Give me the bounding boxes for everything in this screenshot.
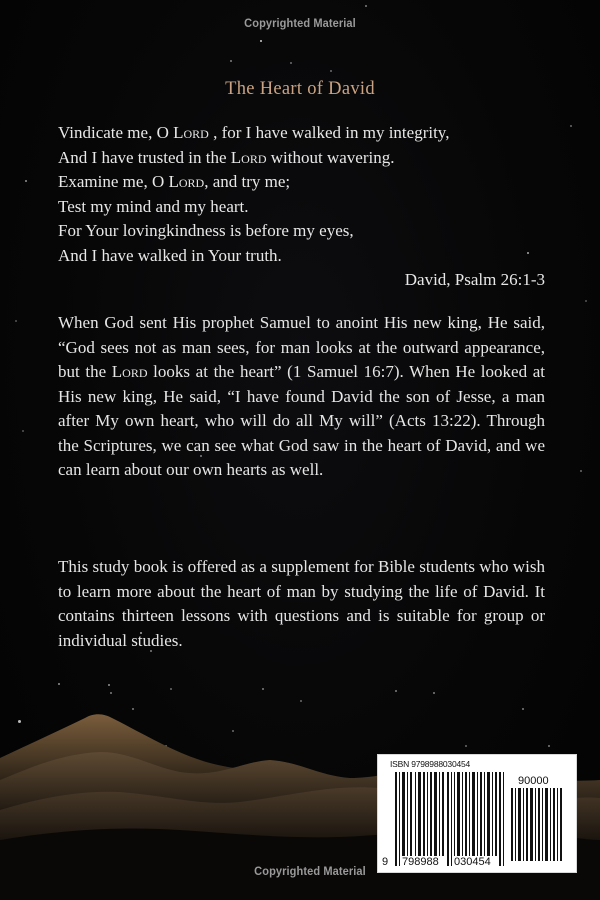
price-barcode-bars xyxy=(511,788,563,861)
barcode-digits-right: 030454 xyxy=(454,856,491,868)
poem-line: Examine me, O Lord, and try me; xyxy=(58,172,291,191)
page-title: The Heart of David xyxy=(225,79,375,99)
poem-line: And I have walked in Your truth. xyxy=(58,245,282,265)
barcode-digits-left: 798988 xyxy=(402,856,439,868)
barcode-digit-first: 9 xyxy=(382,856,389,868)
poem-line: Vindicate me, O Lord , for I have walked in my integrity, xyxy=(58,123,450,142)
ean-barcode-bars xyxy=(395,772,505,866)
copyright-watermark-bottom: Copyrighted Material xyxy=(254,864,366,878)
poem-line: Test my mind and my heart. xyxy=(58,196,249,216)
description-paragraph-2: This study book is offered as a supplement for Bible students who wish to learn more about the heart of man by studying the life of David. It contains thirteen lessons with questions and is suitable for group or individual studies. xyxy=(58,557,545,650)
poem-line: And I have trusted in the Lord without wavering. xyxy=(58,147,395,167)
price-code-label: 90000 xyxy=(518,775,549,787)
description-paragraph-1: When God sent His prophet Samuel to anoint His new king, He said, “God sees not as man sees, for man looks at the outward appearance, but the Lord looks at the heart” (1 Samuel 16:7). When He looked at His new king, He said, “I have found David the son of Jesse, a man after My own heart, who will do all My will” (Acts 13:22). Through the Scriptures, we can see what God saw in the heart of David, and we can learn about our own hearts as well. xyxy=(58,313,545,479)
epigraph-poem xyxy=(58,121,545,293)
poem-line: For Your lovingkindness is before my eyes, xyxy=(58,221,354,240)
copyright-watermark-top: Copyrighted Material xyxy=(244,16,356,30)
isbn-label: ISBN 9798988030454 xyxy=(390,759,471,769)
epigraph-attribution: David, Psalm 26:1-3 xyxy=(404,270,545,289)
isbn-barcode xyxy=(377,754,577,873)
